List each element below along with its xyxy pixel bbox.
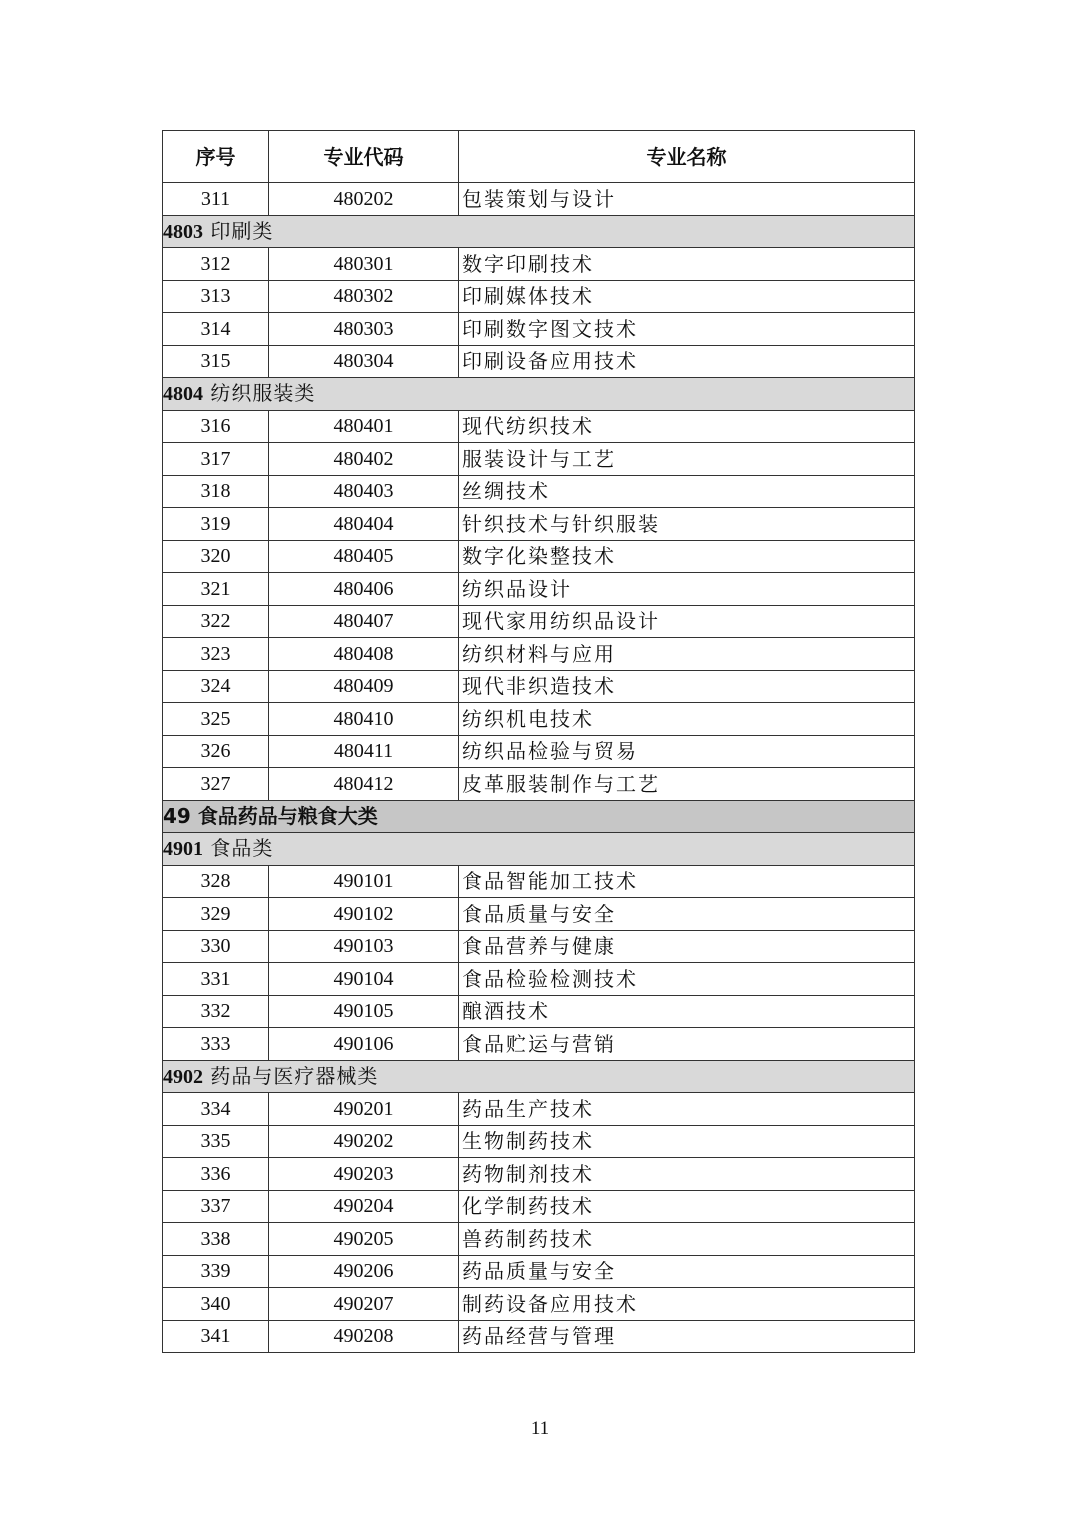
row-name: 制药设备应用技术	[459, 1288, 915, 1321]
table-row	[163, 1288, 915, 1321]
category-code: 4901	[163, 838, 203, 861]
row-seq: 311	[163, 183, 269, 216]
table-row	[163, 865, 915, 898]
row-code: 480302	[269, 280, 459, 313]
row-name: 药物制剂技术	[459, 1158, 915, 1191]
row-name: 纺织机电技术	[459, 703, 915, 736]
row-name: 兽药制药技术	[459, 1223, 915, 1256]
row-name: 纺织材料与应用	[459, 638, 915, 671]
category-cell	[163, 215, 915, 248]
table-row	[163, 670, 915, 703]
row-name: 药品生产技术	[459, 1093, 915, 1126]
row-name: 服装设计与工艺	[459, 443, 915, 476]
row-name: 纺织品检验与贸易	[459, 735, 915, 768]
table-row	[163, 930, 915, 963]
table-row	[163, 963, 915, 996]
row-code: 480410	[269, 703, 459, 736]
row-seq: 318	[163, 475, 269, 508]
table-row	[163, 703, 915, 736]
row-code: 480406	[269, 573, 459, 606]
row-code: 480409	[269, 670, 459, 703]
row-code: 480301	[269, 248, 459, 281]
row-name: 化学制药技术	[459, 1190, 915, 1223]
row-name: 印刷媒体技术	[459, 280, 915, 313]
majors-table	[162, 130, 915, 1353]
row-seq: 340	[163, 1288, 269, 1321]
row-seq: 327	[163, 768, 269, 801]
subcategory-row	[163, 1060, 915, 1093]
row-code: 490201	[269, 1093, 459, 1126]
row-seq: 314	[163, 313, 269, 346]
row-code: 480403	[269, 475, 459, 508]
row-name: 食品营养与健康	[459, 930, 915, 963]
row-code: 490101	[269, 865, 459, 898]
row-name: 食品贮运与营销	[459, 1028, 915, 1061]
category-code: 4804	[163, 383, 203, 406]
row-name: 食品质量与安全	[459, 898, 915, 931]
table-row	[163, 443, 915, 476]
row-name: 药品经营与管理	[459, 1320, 915, 1353]
row-code: 490106	[269, 1028, 459, 1061]
row-name: 酿酒技术	[459, 995, 915, 1028]
category-cell	[163, 800, 915, 833]
category-name: 印刷类	[210, 218, 274, 243]
table-row	[163, 1093, 915, 1126]
subcategory-row	[163, 833, 915, 866]
table-row	[163, 1255, 915, 1288]
row-code: 490205	[269, 1223, 459, 1256]
category-code: 49	[163, 804, 191, 829]
row-code: 490207	[269, 1288, 459, 1321]
row-name: 纺织品设计	[459, 573, 915, 606]
row-code: 480402	[269, 443, 459, 476]
row-name: 丝绸技术	[459, 475, 915, 508]
row-code: 480405	[269, 540, 459, 573]
row-name: 皮革服装制作与工艺	[459, 768, 915, 801]
category-code: 4902	[163, 1065, 203, 1088]
table-row	[163, 183, 915, 216]
row-name: 包装策划与设计	[459, 183, 915, 216]
header-seq: 序号	[163, 131, 269, 183]
table-row	[163, 735, 915, 768]
row-seq: 313	[163, 280, 269, 313]
row-code: 490103	[269, 930, 459, 963]
table-row	[163, 475, 915, 508]
row-code: 490206	[269, 1255, 459, 1288]
row-code: 490203	[269, 1158, 459, 1191]
row-seq: 312	[163, 248, 269, 281]
category-name: 食品类	[210, 836, 274, 861]
table-row	[163, 345, 915, 378]
category-cell	[163, 1060, 915, 1093]
row-seq: 324	[163, 670, 269, 703]
row-name: 数字化染整技术	[459, 540, 915, 573]
row-code: 490105	[269, 995, 459, 1028]
table-row	[163, 605, 915, 638]
row-seq: 331	[163, 963, 269, 996]
category-name: 食品药品与粮食大类	[197, 804, 378, 829]
row-seq: 322	[163, 605, 269, 638]
row-code: 480408	[269, 638, 459, 671]
row-seq: 328	[163, 865, 269, 898]
table-header-row	[163, 131, 915, 183]
row-seq: 319	[163, 508, 269, 541]
row-seq: 316	[163, 410, 269, 443]
major-category-row	[163, 800, 915, 833]
table-row	[163, 1223, 915, 1256]
row-seq: 338	[163, 1223, 269, 1256]
row-name: 食品智能加工技术	[459, 865, 915, 898]
subcategory-row	[163, 215, 915, 248]
row-seq: 332	[163, 995, 269, 1028]
row-name: 生物制药技术	[459, 1125, 915, 1158]
row-seq: 333	[163, 1028, 269, 1061]
page-number: 11	[530, 1418, 550, 1439]
row-seq: 315	[163, 345, 269, 378]
row-seq: 323	[163, 638, 269, 671]
row-seq: 341	[163, 1320, 269, 1353]
row-code: 480303	[269, 313, 459, 346]
row-name: 针织技术与针织服装	[459, 508, 915, 541]
row-name: 现代非织造技术	[459, 670, 915, 703]
table-row	[163, 508, 915, 541]
row-code: 480401	[269, 410, 459, 443]
row-seq: 336	[163, 1158, 269, 1191]
table-row	[163, 410, 915, 443]
row-code: 490208	[269, 1320, 459, 1353]
row-name: 印刷数字图文技术	[459, 313, 915, 346]
row-code: 480304	[269, 345, 459, 378]
table-row	[163, 248, 915, 281]
category-cell	[163, 833, 915, 866]
table-row	[163, 540, 915, 573]
row-code: 480202	[269, 183, 459, 216]
table-row	[163, 638, 915, 671]
table-row	[163, 1190, 915, 1223]
table-row	[163, 313, 915, 346]
row-code: 480411	[269, 735, 459, 768]
row-name: 食品检验检测技术	[459, 963, 915, 996]
table-row	[163, 995, 915, 1028]
row-seq: 317	[163, 443, 269, 476]
table-row	[163, 768, 915, 801]
row-seq: 330	[163, 930, 269, 963]
table-row	[163, 573, 915, 606]
row-code: 480412	[269, 768, 459, 801]
row-name: 现代家用纺织品设计	[459, 605, 915, 638]
row-code: 480407	[269, 605, 459, 638]
table-row	[163, 1320, 915, 1353]
row-seq: 337	[163, 1190, 269, 1223]
row-seq: 329	[163, 898, 269, 931]
table-row	[163, 280, 915, 313]
header-name: 专业名称	[459, 131, 915, 183]
row-seq: 335	[163, 1125, 269, 1158]
table-row	[163, 898, 915, 931]
row-name: 数字印刷技术	[459, 248, 915, 281]
subcategory-row	[163, 378, 915, 411]
category-name: 药品与医疗器械类	[210, 1063, 379, 1088]
row-name: 药品质量与安全	[459, 1255, 915, 1288]
row-seq: 325	[163, 703, 269, 736]
header-code: 专业代码	[269, 131, 459, 183]
table-body	[163, 183, 915, 1353]
table-row	[163, 1158, 915, 1191]
category-code: 4803	[163, 220, 203, 243]
row-code: 490204	[269, 1190, 459, 1223]
category-name: 纺织服装类	[210, 381, 316, 406]
row-code: 490202	[269, 1125, 459, 1158]
row-code: 480404	[269, 508, 459, 541]
row-seq: 321	[163, 573, 269, 606]
category-cell	[163, 378, 915, 411]
row-name: 印刷设备应用技术	[459, 345, 915, 378]
row-seq: 334	[163, 1093, 269, 1126]
row-seq: 320	[163, 540, 269, 573]
row-name: 现代纺织技术	[459, 410, 915, 443]
table-row	[163, 1125, 915, 1158]
row-seq: 326	[163, 735, 269, 768]
row-code: 490104	[269, 963, 459, 996]
row-code: 490102	[269, 898, 459, 931]
table-row	[163, 1028, 915, 1061]
row-seq: 339	[163, 1255, 269, 1288]
